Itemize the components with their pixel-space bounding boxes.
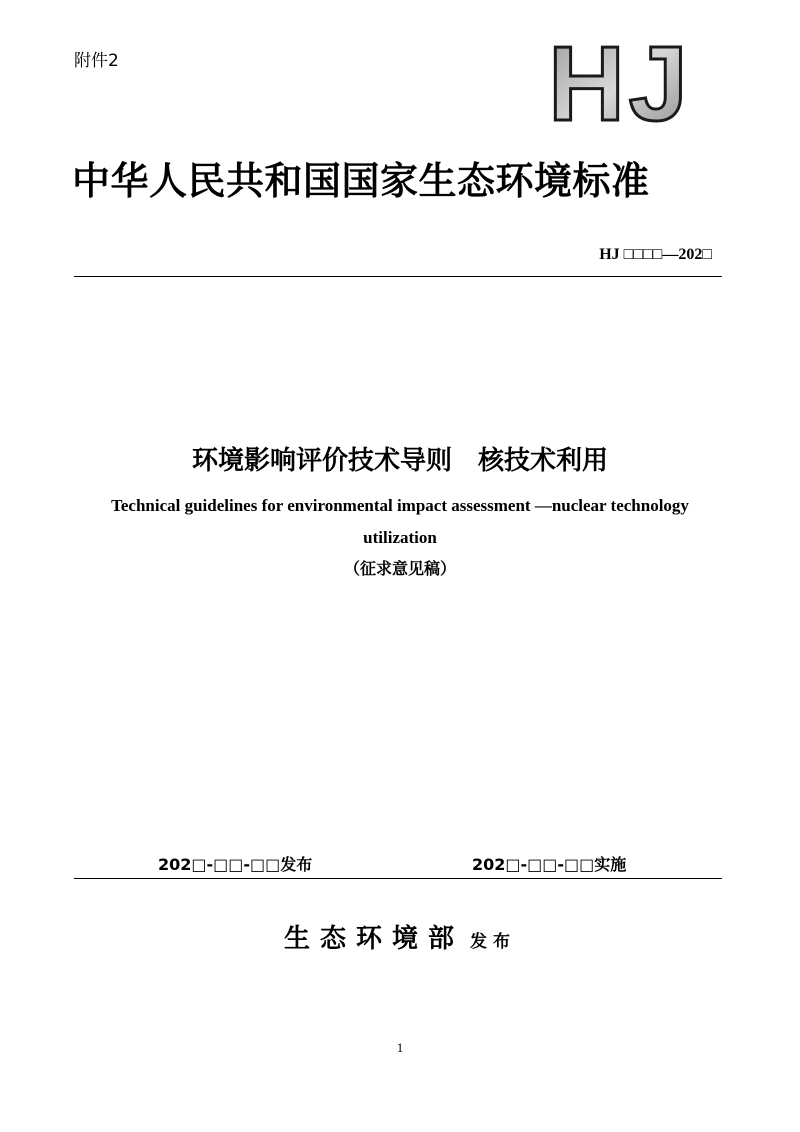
draft-note: （征求意见稿） (343, 559, 456, 578)
issuer-name: 生态环境部 (283, 924, 464, 954)
attachment-label: 附件2 (74, 51, 119, 71)
footer-rule (74, 878, 722, 879)
standard-title: 中华人民共和国国家生态环境标准 (72, 159, 650, 203)
implementation-date: 202□-□□-□□实施 (472, 855, 627, 874)
document-title-en: Technical guidelines for environmental impact assessment —nuclear technology utilization (111, 496, 689, 547)
page-number: 1 (396, 1040, 404, 1055)
issue-date: 202□-□□-□□发布 (158, 855, 313, 874)
hj-logo-text: HJ (548, 38, 692, 124)
issuer-verb: 发布 (470, 932, 516, 952)
header-rule (74, 276, 722, 277)
issuer-line (0, 918, 800, 955)
document-title-cn: 环境影响评价技术导则 核技术利用 (191, 446, 608, 476)
hj-logo (540, 38, 700, 124)
standard-number: HJ □□□□—202□ (599, 246, 712, 263)
